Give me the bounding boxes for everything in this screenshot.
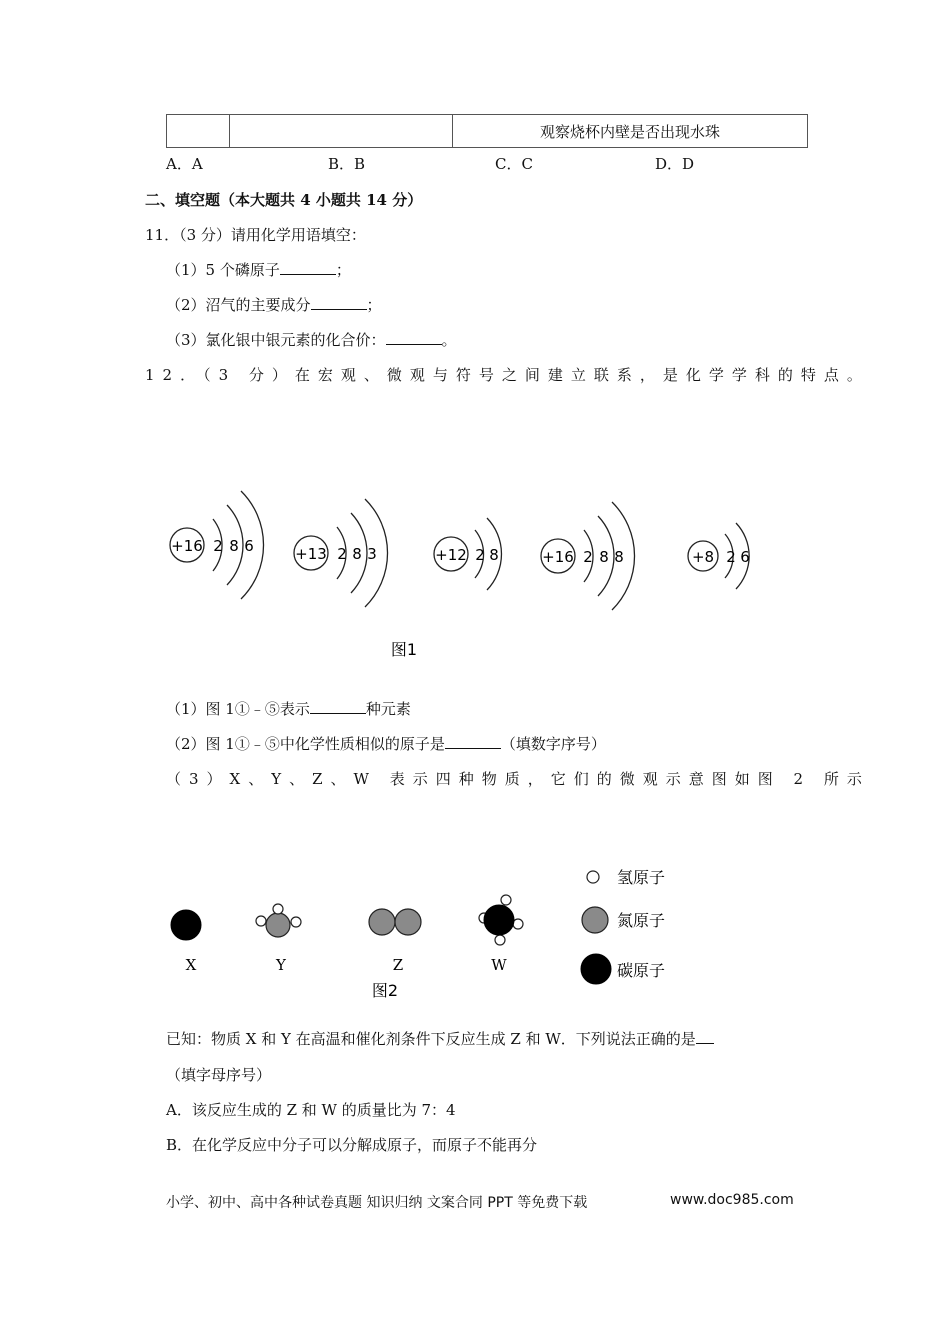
q12-known-2: （填字母序号） [166,1066,272,1084]
molecule-y [256,904,301,974]
atom-diagram [170,491,264,670]
figure-2-caption: 图2 [371,981,399,1000]
shell-electrons: 8 [599,548,609,566]
carbon-atom [171,910,201,940]
nitrogen-atom [266,913,290,937]
hydrogen-atom [291,917,301,927]
figure-1-caption: 图1 [390,640,418,659]
q12-sub2: （2）图 1①﹣⑤中化学性质相似的原子是 （填数字序号） [166,735,606,753]
q11-item-1: （1）5 个磷原子 ； [166,261,351,279]
answer-blank[interactable] [386,343,442,345]
molecule-z [369,909,421,974]
answer-blank[interactable] [445,747,501,749]
q12-option-a: A．该反应生成的 Z 和 W 的质量比为 7：4 [166,1101,456,1119]
shell-electrons: 8 [352,545,362,563]
hydrogen-atom [513,919,523,929]
answer-blank[interactable] [696,1042,714,1044]
option-c-prev: C．C [495,155,533,173]
atom-diagram [434,518,501,670]
molecule-label: Y [276,956,286,974]
legend-carbon: 碳原子 [617,961,666,980]
nitrogen-atom [369,909,395,935]
molecule-label: W [491,956,507,974]
answer-blank[interactable] [280,273,336,275]
molecule-label: X [185,956,197,974]
nucleus-charge: +16 [171,537,203,555]
q12-option-b: B．在化学反应中分子可以分解成原子，而原子不能再分 [166,1136,538,1154]
shell-electrons: 2 [726,548,736,566]
q12-stem: 12．（3 分）在宏观、微观与符号之间建立联系，是化学学科的特点。 [145,366,870,384]
figure-1 [150,470,800,670]
molecule-label: Z [392,956,404,974]
q11-item-2: （2）沼气的主要成分 ； [166,296,382,314]
atom-diagram [541,502,635,670]
hydrogen-atom [256,916,266,926]
molecule-x [171,910,201,974]
nitrogen-atom [395,909,421,935]
nucleus-charge: +12 [435,546,467,564]
table-cell [230,115,453,148]
hydrogen-atom [501,895,511,905]
legend-hydrogen: 氢原子 [617,868,666,887]
table-cell-observation: 观察烧杯内壁是否出现水珠 [453,115,808,148]
shell-electrons: 8 [489,546,499,564]
q11-item-3: （3）氯化银中银元素的化合价： 。 [166,331,457,349]
answer-blank[interactable] [310,712,366,714]
section-title: 二、填空题（本大题共 4 小题共 14 分） [145,191,423,209]
shell-electrons: 6 [244,537,254,555]
footer-text: 小学、初中、高中各种试卷真题 知识归纳 文案合同 PPT 等免费下载 [166,1195,588,1211]
shell-electrons: 2 [475,546,485,564]
answer-table [166,114,808,148]
hydrogen-atom [273,904,283,914]
shell-electrons: 6 [740,548,750,566]
option-b-prev: B．B [328,155,366,173]
q11-stem: 11．（3 分）请用化学用语填空： [145,226,366,244]
legend-nitrogen-swatch [582,907,608,933]
carbon-atom [484,905,514,935]
legend-hydrogen-swatch [587,871,599,883]
shell-electrons: 2 [337,545,347,563]
shell-electrons: 2 [213,537,223,555]
footer-link[interactable]: www.doc985.com [670,1192,794,1208]
atom-diagram [294,499,388,670]
option-a-prev: A．A [166,155,203,173]
atom-diagram [688,523,750,670]
q12-sub3: （3）X、Y、Z、W 表示四种物质，它们的微观示意图如图 2 所示 [166,770,870,788]
table-cell [167,115,230,148]
shell-electrons: 8 [229,537,239,555]
nucleus-charge: +16 [542,548,574,566]
nucleus-charge: +8 [691,548,715,566]
legend [581,868,665,984]
answer-blank[interactable] [311,308,367,310]
shell-electrons: 2 [583,548,593,566]
legend-carbon-swatch [581,954,611,984]
nucleus-charge: +13 [295,545,327,563]
shell-electrons: 3 [367,545,377,563]
molecule-w [479,895,523,974]
q12-sub1: （1）图 1①﹣⑤表示 种元素 [166,700,411,718]
shell-electrons: 8 [614,548,624,566]
figure-2 [160,860,720,1010]
table-row [167,115,808,148]
option-d-prev: D．D [655,155,695,173]
legend-nitrogen: 氮原子 [617,911,666,930]
hydrogen-atom [495,935,505,945]
q12-known: 已知：物质 X 和 Y 在高温和催化剂条件下反应生成 Z 和 W．下列说法正确的是 [166,1028,714,1049]
